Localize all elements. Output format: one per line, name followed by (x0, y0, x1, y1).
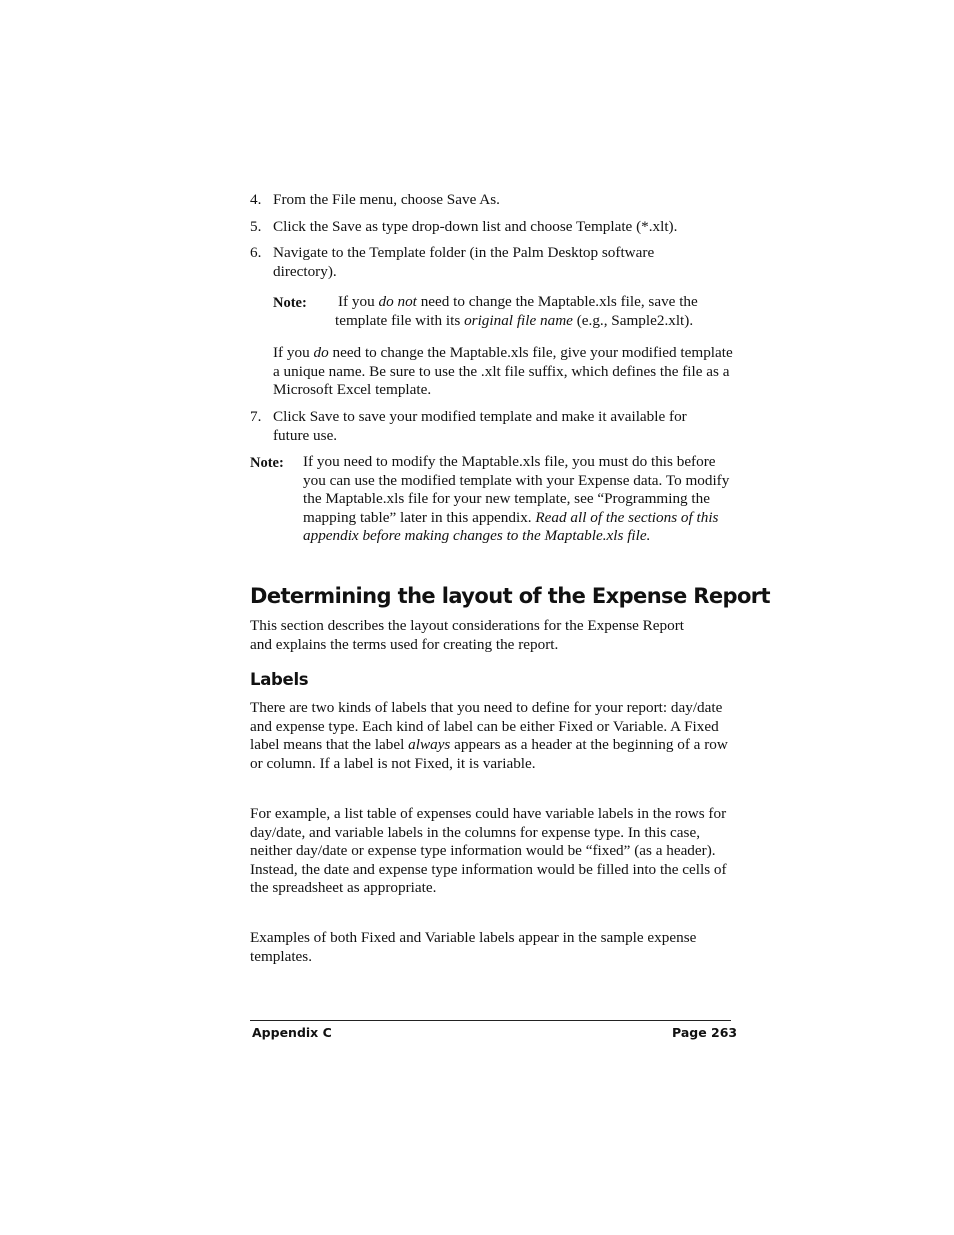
step-text: Navigate to the Template folder (in the Palm Desktop software directory). (273, 244, 655, 280)
footer-section: Appendix C (252, 1025, 332, 1040)
step-4 (250, 191, 730, 210)
labels-paragraph-3: Examples of both Fixed and Variable labels appear in the sample expense templates. (250, 929, 697, 965)
step-number: 5. (250, 218, 262, 235)
section-heading: Determining the layout of the Expense Report (250, 584, 770, 608)
step-number: 4. (250, 191, 262, 208)
labels-paragraph-1: There are two kinds of labels that you need to define for your report: day/date and expense type. Each kind of label can be either Fixed or Variable. A Fixed label means that the label always appears as a header at the beginning of a row or column. If a label is not Fixed, it is variable. (250, 699, 728, 772)
step-number: 7. (250, 408, 262, 425)
note-label: Note: (273, 295, 307, 311)
step-5 (250, 218, 730, 237)
step-number: 6. (250, 244, 262, 261)
page-number: Page 263 (672, 1025, 738, 1040)
labels-paragraph-2: For example, a list table of expenses could have variable labels in the rows for day/date, and variable labels in the columns for expense type. In this case, neither day/date or expense type information would be “fixed” (as a header). Instead, the date and expense type information would be filled into the cells of the spreadsheet as appropriate. (250, 805, 727, 897)
note-modify-maptable (250, 453, 730, 546)
step-text: Click the Save as type drop-down list and choose Template (*.xlt). (273, 218, 678, 235)
note-text: If you need to modify the Maptable.xls file, you must do this before you can use the modified template with your Expense data. To modify the Maptable.xls file for your new template, see “Programming the mapping table” later in this appendix. Read all of the sections of this appendix before making changes to the Maptable.xls file. (303, 453, 730, 545)
footer-divider (250, 1020, 731, 1021)
step-text: From the File menu, choose Save As. (273, 191, 500, 208)
note-text: If you do not need to change the Maptable.xls file, save the template file with its original file name (e.g., Sample2.xlt). (335, 293, 698, 329)
note-label: Note: (250, 455, 284, 471)
step-7 (250, 408, 730, 445)
note-keep-filename (273, 293, 733, 330)
subsection-heading: Labels (250, 670, 309, 689)
step-text: Click Save to save your modified template and make it available for future use. (273, 408, 687, 444)
step-6 (250, 244, 730, 281)
intro-paragraph: This section describes the layout considerations for the Expense Report and explains the terms used for creating the report. (250, 617, 684, 653)
step-6-detail: If you do need to change the Maptable.xls file, give your modified template a unique name. Be sure to use the .xlt file suffix, which defines the file as a Microsoft Excel template. (273, 344, 733, 399)
